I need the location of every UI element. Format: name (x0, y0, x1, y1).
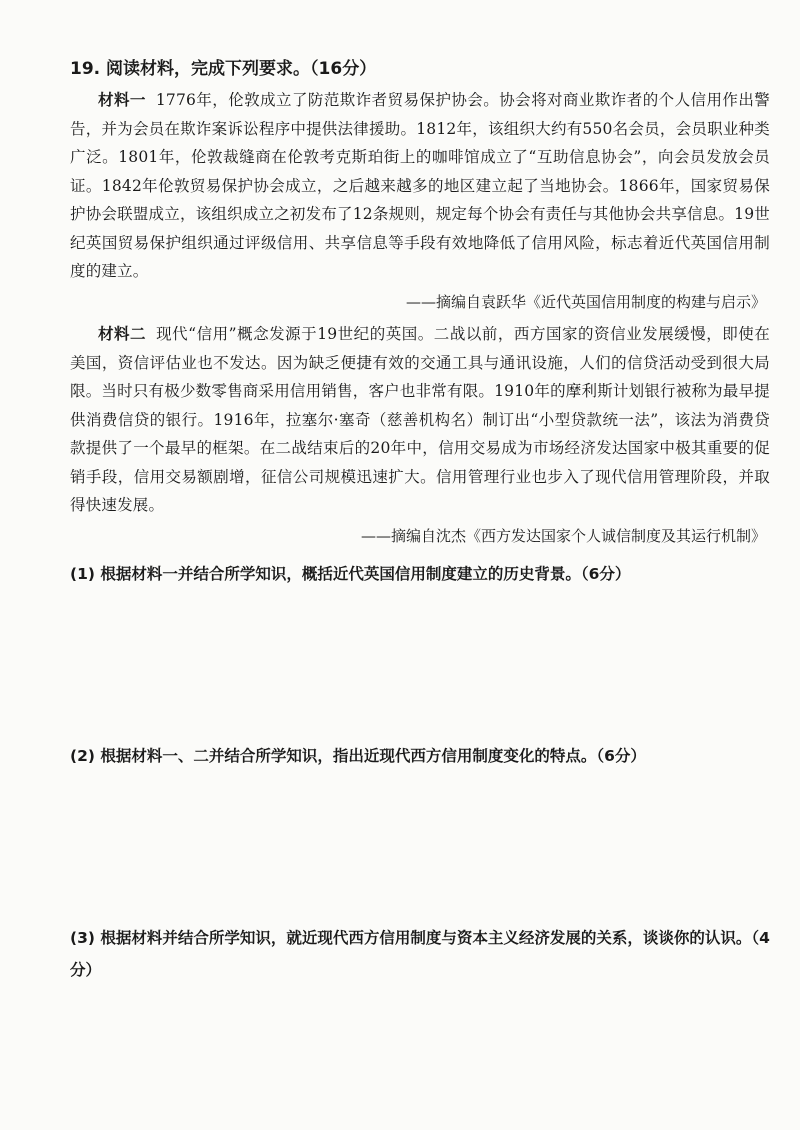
material-two-source: ——摘编自沈杰《西方发达国家个人诚信制度及其运行机制》 (360, 527, 766, 545)
answer-space-2[interactable] (70, 776, 770, 916)
material-one-label: 材料一 (98, 91, 146, 109)
answer-space-3[interactable] (70, 990, 770, 1110)
answer-space-1[interactable] (70, 594, 770, 734)
material-one (70, 86, 770, 286)
material-two-label: 材料二 (98, 325, 147, 343)
sub-question-3: (3) 根据材料并结合所学知识，就近现代西方信用制度与资本主义经济发展的关系，谈谈你的认识。（4分） (70, 929, 770, 979)
material-two-text: 现代“信用”概念发源于19世纪的英国。二战以前，西方国家的资信业发展缓慢，即使在美国，资信评估业也不发达。因为缺乏便捷有效的交通工具与通讯设施，人们的信贷活动受到很大局限。当时只有极少数零售商采用信用销售，客户也非常有限。1910年的摩利斯计划银行被称为最早提供消费信贷的银行。1916年，拉塞尔·塞奇（慈善机构名）制订出“小型贷款统一法”，该法为消费贷款提供了一个最早的框架。在二战结束后的20年中，信用交易成为市场经济发达国家中极其重要的促销手段，信用交易额剧增，征信公司规模迅速扩大。信用管理行业也步入了现代信用管理阶段，并取得快速发展。 (70, 325, 770, 514)
sub-question-2: (2) 根据材料一、二并结合所学知识，指出近现代西方信用制度变化的特点。（6分） (70, 747, 646, 765)
material-one-source: ——摘编自袁跃华《近代英国信用制度的构建与启示》 (405, 293, 766, 311)
sub-question-1: (1) 根据材料一并结合所学知识，概括近代英国信用制度建立的历史背景。（6分） (70, 565, 631, 583)
question-header: 19. 阅读材料，完成下列要求。（16分） (70, 59, 377, 79)
material-two (70, 320, 770, 520)
material-one-text: 1776年，伦敦成立了防范欺诈者贸易保护协会。协会将对商业欺诈者的个人信用作出警告，并为会员在欺诈案诉讼程序中提供法律援助。1812年，该组织大约有550名会员，会员职业种类广泛。1801年，伦敦裁缝商在伦敦考克斯珀街上的咖啡馆成立了“互助信息协会”，向会员发放会员证。1842年伦敦贸易保护协会成立，之后越来越多的地区建立起了当地协会。1866年，国家贸易保护协会联盟成立，该组织成立之初发布了12条规则，规定每个协会有责任与其他协会共享信息。19世纪英国贸易保护组织通过评级信用、共享信息等手段有效地降低了信用风险，标志着近代英国信用制度的建立。 (70, 91, 770, 280)
